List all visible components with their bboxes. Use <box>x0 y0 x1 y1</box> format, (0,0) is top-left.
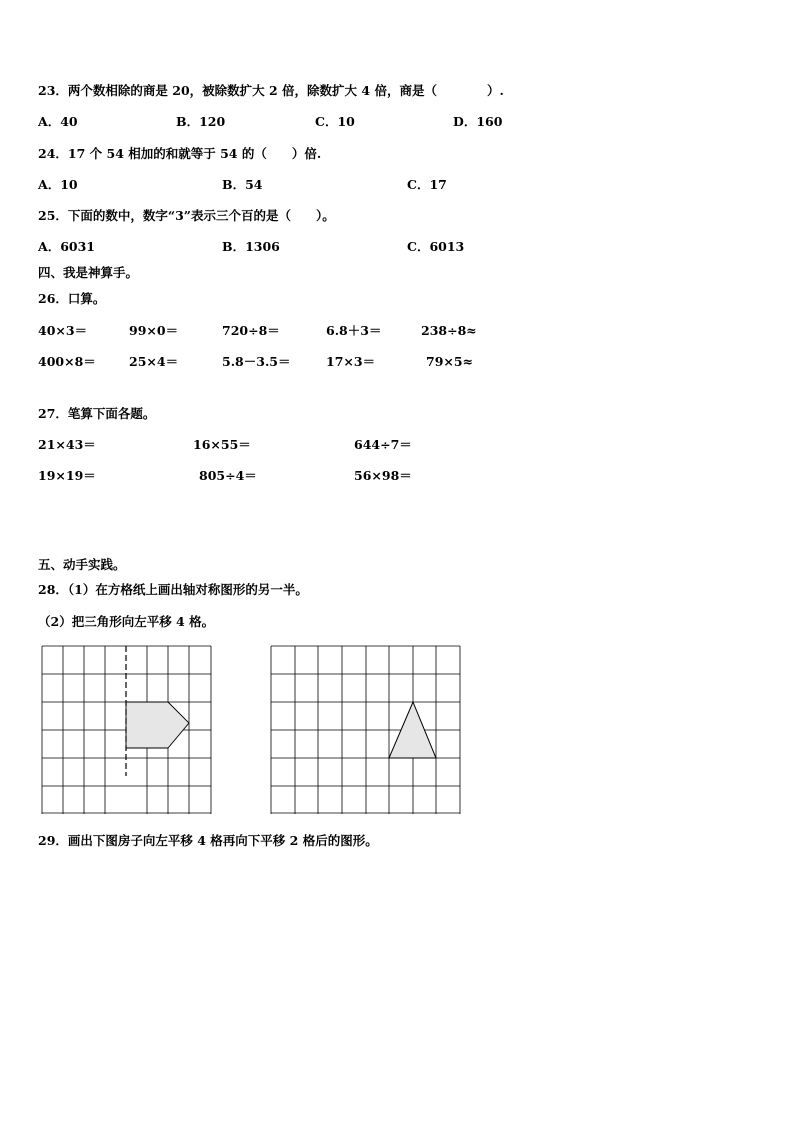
q27-stem: 27．笔算下面各题。 <box>38 406 156 421</box>
q26-r2-item-5: 79×5≈ <box>426 354 474 369</box>
q23-option-b: B．120 <box>176 114 226 129</box>
translation-grid-lines <box>271 646 460 814</box>
q29-stem: 29．画出下图房子向左平移 4 格再向下平移 2 格后的图形。 <box>38 833 378 848</box>
q27-r1-item-1: 21×43＝ <box>38 437 96 452</box>
q28-part-2: （2）把三角形向左平移 4 格。 <box>38 614 215 629</box>
q25-option-b: B．1306 <box>222 239 280 254</box>
q25-option-c: C．6013 <box>407 239 465 254</box>
symmetry-grid <box>42 646 212 814</box>
q26-r1-item-3: 720÷8＝ <box>222 323 280 338</box>
q24-option-b: B．54 <box>222 177 263 192</box>
q26-r2-item-3: 5.8－3.5＝ <box>222 354 291 369</box>
q24-option-a: A．10 <box>38 177 78 192</box>
q27-r1-item-3: 644÷7＝ <box>354 437 412 452</box>
q26-r1-item-1: 40×3＝ <box>38 323 88 338</box>
q23-option-c: C．10 <box>315 114 355 129</box>
q26-r2-item-1: 400×8＝ <box>38 354 96 369</box>
q26-r1-item-4: 6.8＋3＝ <box>326 323 382 338</box>
q27-r1-item-2: 16×55＝ <box>193 437 251 452</box>
section-4-title: 四、我是神算手。 <box>38 265 139 280</box>
q26-stem: 26．口算。 <box>38 291 106 306</box>
q25-option-a: A．6031 <box>38 239 95 254</box>
half-pentagon-shape <box>126 702 189 748</box>
q24-stem: 24．17 个 54 相加的和就等于 54 的（ ）倍. <box>38 146 322 161</box>
q27-r2-item-3: 56×98＝ <box>354 468 412 483</box>
q25-stem: 25．下面的数中，数字“3”表示三个百的是（ ）。 <box>38 208 335 223</box>
q23-option-a: A．40 <box>38 114 78 129</box>
q23-stem: 23．两个数相除的商是 20，被除数扩大 2 倍，除数扩大 4 倍，商是（ ）. <box>38 83 504 98</box>
q27-r2-item-1: 19×19＝ <box>38 468 96 483</box>
q28-part-1: 28．（1）在方格纸上画出轴对称图形的另一半。 <box>38 582 308 597</box>
q23-option-d: D．160 <box>453 114 503 129</box>
section-5-title: 五、动手实践。 <box>38 557 126 572</box>
q26-r1-item-5: 238÷8≈ <box>421 323 477 338</box>
q24-option-c: C．17 <box>407 177 447 192</box>
q26-r1-item-2: 99×0＝ <box>129 323 179 338</box>
q27-r2-item-2: 805÷4＝ <box>199 468 257 483</box>
translation-grid <box>271 646 461 814</box>
q26-r2-item-2: 25×4＝ <box>129 354 179 369</box>
q26-r2-item-4: 17×3＝ <box>326 354 376 369</box>
